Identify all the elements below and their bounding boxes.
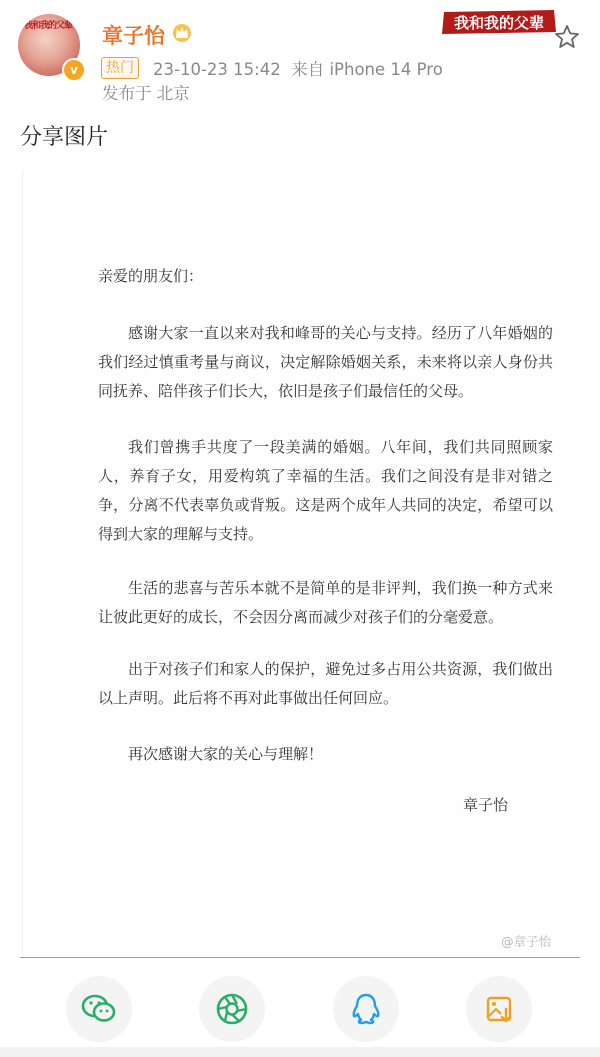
letter-paragraph: 再次感谢大家的关心与理解！ bbox=[128, 745, 324, 763]
letter-paragraph: 出于对孩子们和家人的保护，避免过多占用公共资源，我们做出以上声明。此后将不再对此事做出任何回应。 bbox=[98, 660, 553, 707]
share-moments-button[interactable] bbox=[199, 976, 265, 1042]
brand-logo bbox=[440, 8, 558, 36]
post-header bbox=[0, 0, 600, 110]
divider bbox=[20, 957, 580, 958]
statement-image bbox=[22, 170, 579, 955]
avatar-logo: 我和我的父辈 bbox=[24, 21, 73, 31]
letter-paragraph: 生活的悲喜与苦乐本就不是简单的是非评判，我们换一种方式来让彼此更好的成长，不会因分离而减少对孩子们的分毫爱意。 bbox=[98, 579, 553, 626]
save-image-icon bbox=[479, 989, 519, 1029]
verified-badge-icon: v bbox=[62, 58, 86, 82]
wechat-icon bbox=[79, 989, 119, 1029]
share-bar bbox=[0, 968, 600, 1057]
hot-tag: 热门 bbox=[101, 57, 139, 79]
letter-paragraph: 感谢大家一直以来对我和峰哥的关心与支持。经历了八年婚姻的我们经过慎重考量与商议，决定解除婚姻关系，未来将以亲人身份共同抚养、陪伴孩子们长大，依旧是孩子们最信任的父母。 bbox=[98, 324, 553, 400]
post-timestamp: 23-10-23 15:42 bbox=[153, 60, 281, 79]
share-wechat-button[interactable] bbox=[66, 976, 132, 1042]
share-title: 分享图片 bbox=[20, 125, 109, 150]
favorite-star-icon[interactable] bbox=[554, 24, 580, 50]
crown-icon bbox=[171, 22, 193, 42]
username[interactable]: 章子怡 bbox=[102, 24, 165, 48]
moments-icon bbox=[212, 989, 252, 1029]
letter-signature: 章子怡 bbox=[463, 796, 509, 814]
letter-greeting: 亲爱的朋友们： bbox=[98, 267, 204, 285]
qq-icon bbox=[346, 989, 386, 1029]
save-image-button[interactable] bbox=[466, 976, 532, 1042]
share-qq-button[interactable] bbox=[333, 976, 399, 1042]
post-source: 来自 iPhone 14 Pro bbox=[291, 60, 443, 79]
bottom-bar bbox=[0, 1047, 600, 1057]
letter-paragraph: 我们曾携手共度了一段美满的婚姻。八年间，我们共同照顾家人，养育子女，用爱构筑了幸福的生活。我们之间没有是非对错之争，分离不代表辜负或背叛。这是两个成年人共同的决定，希望可以得到大家的理解与支持。 bbox=[98, 438, 553, 543]
post-meta bbox=[153, 56, 443, 80]
post-location: 发布于 北京 bbox=[102, 84, 190, 103]
watermark: @章子怡 bbox=[501, 934, 552, 949]
brand-logo-text: 我和我的父辈 bbox=[453, 14, 545, 32]
